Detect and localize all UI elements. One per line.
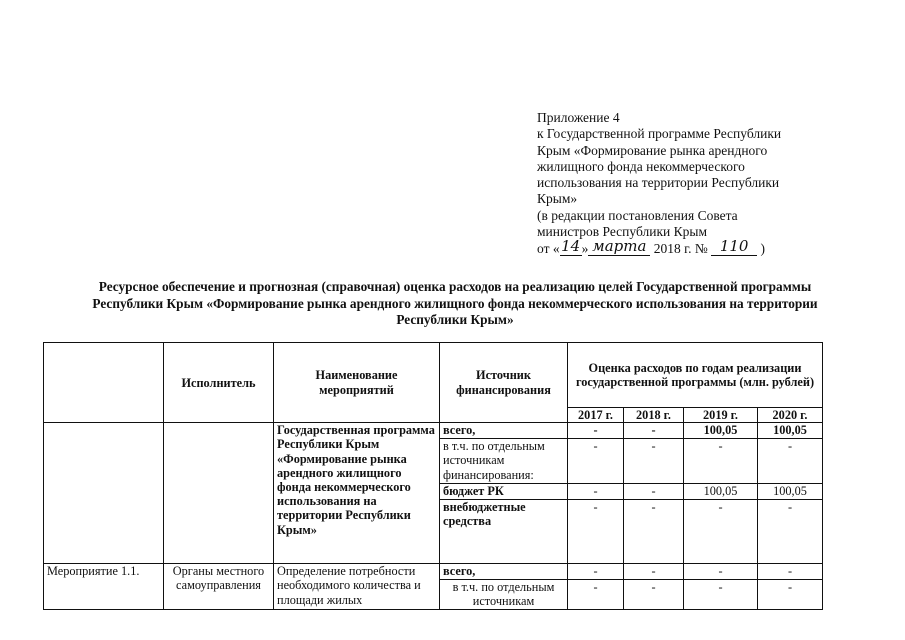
source-cell: в т.ч. по отдельным источникам (440, 580, 568, 610)
value-cell: - (624, 580, 684, 610)
event-name: Определение потребности необходимого количества и площади жилых (274, 564, 440, 610)
cell-blank (164, 423, 274, 564)
appendix-line: использования на территории Республики (537, 175, 780, 191)
handwritten-day: 14 (561, 237, 581, 256)
value-cell: - (568, 484, 624, 500)
source-cell: всего, (440, 423, 568, 439)
value-cell: 100,05 (758, 423, 823, 439)
handwritten-month: марта (588, 238, 650, 255)
event-executor: Органы местного самоуправления (164, 564, 274, 610)
value-cell: 100,05 (684, 423, 758, 439)
value-cell: - (568, 564, 624, 580)
table-row (44, 564, 823, 580)
source-cell: всего, (440, 564, 568, 580)
table-row (44, 423, 823, 439)
appendix-line: Приложение 4 (537, 110, 620, 125)
program-name: Государственная программа Республики Крым «Формирование рынка арендного жилищного фонда некоммерческого использования на территории Республики Крым» (274, 423, 440, 564)
cell-blank (44, 423, 164, 564)
value-cell: - (624, 564, 684, 580)
source-cell: бюджет РК (440, 484, 568, 500)
appendix-date-line (537, 237, 837, 257)
value-cell: 100,05 (758, 484, 823, 500)
value-cell: - (568, 580, 624, 610)
date-close: ) (760, 241, 766, 257)
value-cell: - (624, 439, 684, 484)
value-cell: - (568, 439, 624, 484)
appendix-line: к Государственной программе Республики (537, 126, 782, 142)
value-cell: - (624, 484, 684, 500)
value-cell: - (758, 564, 823, 580)
appendix-line: (в редакции постановления Совета (537, 207, 738, 223)
source-cell: внебюджетные средства (440, 500, 568, 564)
date-suffix: 2018 г. № (653, 241, 708, 257)
document-title: Ресурсное обеспечение и прогнозная (справочная) оценка расходов на реализацию целей Государственной программы Республики Крым «Формирование рынка арендного жилищного фонда некоммерческого использования на территории Республики Крым» (92, 279, 818, 327)
value-cell: - (758, 439, 823, 484)
value-cell: - (568, 500, 624, 564)
header-executor: Исполнитель (164, 343, 274, 423)
header-event-name: Наименование мероприятий (274, 343, 440, 423)
header-year: 2020 г. (758, 408, 823, 423)
date-mid: » (581, 241, 589, 257)
header-source: Источник финансирования (440, 343, 568, 423)
date-prefix: от « (537, 241, 560, 257)
event-label: Мероприятие 1.1. (44, 564, 164, 610)
header-year: 2018 г. (624, 408, 684, 423)
appendix-line: министров Республики Крым (537, 224, 707, 240)
appendix-line: Крым «Формирование рынка арендного (537, 142, 768, 158)
handwritten-number: 110 (711, 238, 757, 255)
value-cell: - (684, 564, 758, 580)
value-cell: 100,05 (684, 484, 758, 500)
value-cell: - (684, 500, 758, 564)
value-cell: - (624, 500, 684, 564)
appendix-block (537, 110, 837, 258)
header-year: 2017 г. (568, 408, 624, 423)
value-cell: - (568, 423, 624, 439)
resource-table (43, 342, 823, 610)
appendix-line: Крым» (537, 191, 578, 207)
header-blank (44, 343, 164, 423)
source-cell: в т.ч. по отдельным источникам финансирования: (440, 439, 568, 484)
header-estimate: Оценка расходов по годам реализации государственной программы (млн. рублей) (568, 343, 823, 408)
value-cell: - (684, 580, 758, 610)
value-cell: - (624, 423, 684, 439)
header-year: 2019 г. (684, 408, 758, 423)
value-cell: - (684, 439, 758, 484)
appendix-line: жилищного фонда некоммерческого (537, 158, 745, 174)
value-cell: - (758, 500, 823, 564)
value-cell: - (758, 580, 823, 610)
